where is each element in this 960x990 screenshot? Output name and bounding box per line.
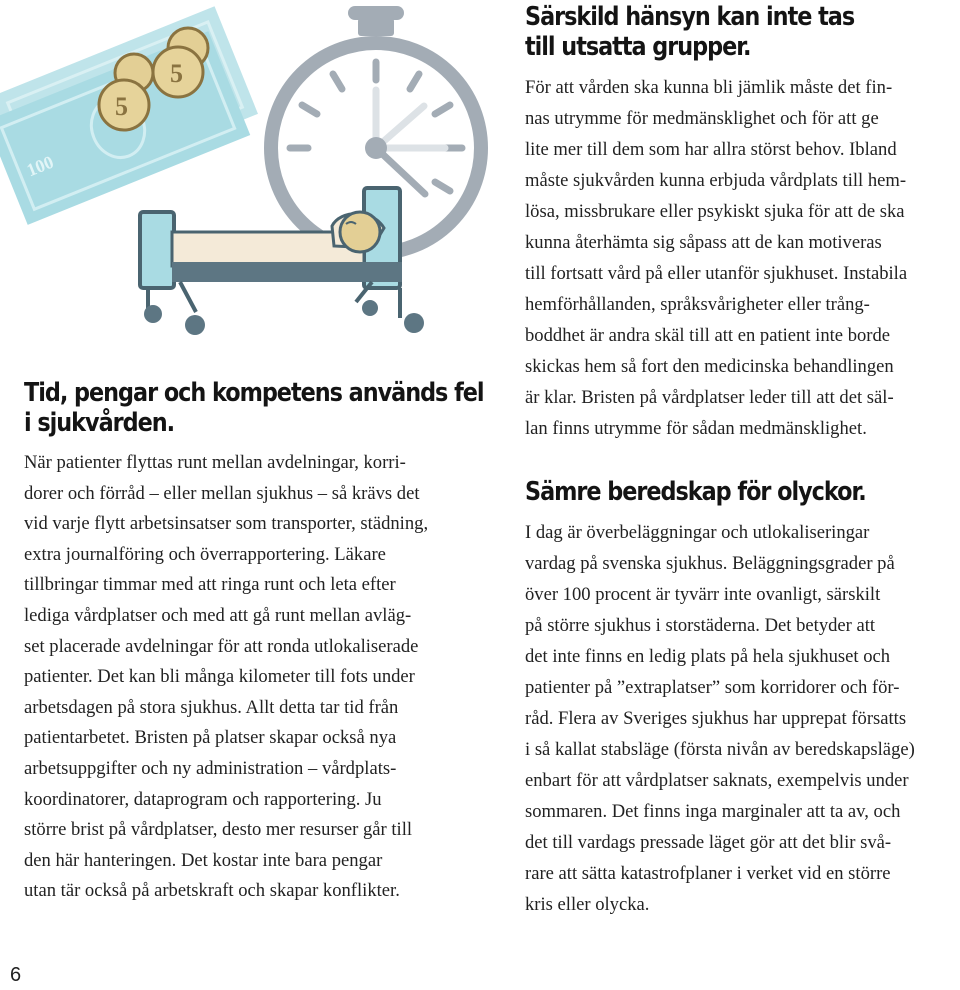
svg-text:5: 5 bbox=[170, 59, 183, 88]
hospital-illustration bbox=[0, 0, 500, 360]
section-heading-time-money: Tid, pengar och kompetens används fel i sjukvården. bbox=[24, 378, 484, 438]
section-body-vulnerable-groups: För att vården ska kunna bli jämlik måste det fin- nas utrymme för medmänsklighet och för att ge lite mer till dem som har allra störst behov. Ibland måste sjukvården kunna erbjuda vårdplats till hem- lösa, missbrukare eller psykiskt sjuka för att de ska kunna återhämta sig såpass att de kan motiveras till fortsatt vård på eller utanför sjukhuset. Instabila hemförhållanden, språksvårigheter eller trång- boddhet är andra skäl till att en patient inte borde skickas hem så fort den medicinska behandlingen är klar. Bristen på vårdplatser leder till att det säl- lan finns utrymme för sådan medmänsklighet. bbox=[525, 77, 908, 439]
hospital-bed-icon bbox=[140, 188, 424, 335]
page-number: 6 bbox=[10, 964, 22, 986]
section-body-time-money: När patienter flyttas runt mellan avdelningar, korri- dorer och förråd – eller mellan sjukhus – så krävs det vid varje flytt arbetsinsatser som transporter, städning, extra journalföring och överrapportering. Läkare tillbringar timmar med att ringa runt och leta efter lediga vårdplatser och med att gå runt mellan avläg- set placerade avdelningar för att ronda utlokaliserade patienter. Det kan bli många kilometer till fots under arbetsdagen på stora sjukhus. Allt detta tar tid från patientarbetet. Bristen på platser skapar också nya arbetsuppgifter och ny administration – vårdplats- koordinatorer, dataprogram och rapportering. Ju större brist på vårdplatser, desto mer resurser går till den här hanteringen. Det kostar inte bara pengar utan tär också på arbetskraft och skapar konflikter. bbox=[24, 452, 429, 902]
section-body-preparedness: I dag är överbeläggningar och utlokaliseringar vardag på svenska sjukhus. Beläggningsgrader på över 100 procent är tyvärr inte ovanligt, särskilt på större sjukhus i storstäderna. Det betyder att det inte finns en ledig plats på hela sjukhuset och patienter på ”extraplatser” som korridorer och för- råd. Flera av Sveriges sjukhus har upprepat försatts i så kallat stabsläge (första nivån av beredskapsläge) enbart för att vårdplatser saknats, exempelvis under sommaren. Det finns inga marginaler att ta av, och det till vardags pressade läget gör att det blir svå- rare att sätta katastrofplaner i verket vid en större kris eller olycka. bbox=[525, 522, 915, 915]
right-column-bottom bbox=[525, 477, 957, 920]
svg-text:5: 5 bbox=[115, 92, 128, 121]
section-heading-vulnerable-groups: Särskild hänsyn kan inte tas till utsatta grupper. bbox=[525, 2, 855, 62]
svg-text:100: 100 bbox=[23, 151, 57, 181]
left-column bbox=[24, 378, 486, 907]
right-column-top bbox=[525, 2, 957, 444]
section-heading-preparedness: Sämre beredskap för olyckor. bbox=[525, 477, 866, 507]
